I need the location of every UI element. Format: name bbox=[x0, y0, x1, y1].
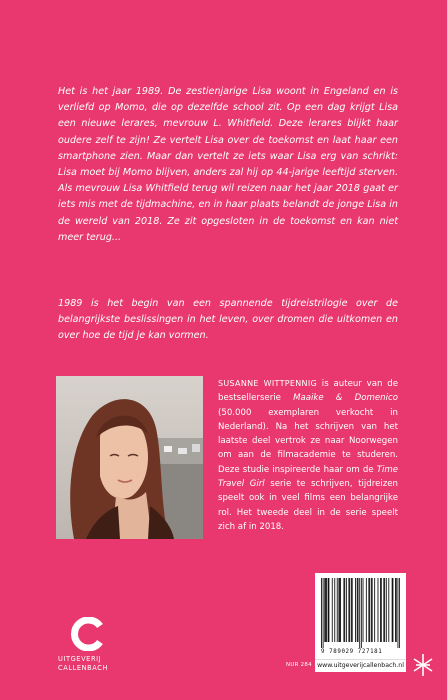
series-title: Maaike & Domenico bbox=[293, 393, 398, 404]
c-letter-icon bbox=[71, 617, 105, 651]
barcode-bar bbox=[392, 578, 393, 642]
barcode-bar bbox=[324, 578, 325, 642]
barcode-bar bbox=[334, 578, 335, 642]
author-bio-text-1: is auteur van de bestsellerserie bbox=[218, 379, 398, 404]
barcode-bar bbox=[361, 578, 362, 648]
blurb-paragraph-2: 1989 is het begin van een spannende tijdreistrilogie over de belangrijkste beslissingen in het leven, over dromen die uitkomen en over hoe de tijd je kan vormen. bbox=[58, 298, 398, 342]
barcode-bar bbox=[358, 578, 359, 642]
barcode-bar bbox=[351, 578, 352, 642]
barcode-bar bbox=[348, 578, 349, 642]
star-decoration-icon bbox=[412, 652, 434, 678]
barcode-bar bbox=[340, 578, 341, 642]
author-name: SUSANNE WITTPENNIG bbox=[218, 379, 317, 388]
barcode-bar bbox=[366, 578, 367, 642]
barcode-bar bbox=[368, 578, 369, 642]
barcode-bar bbox=[384, 578, 385, 642]
barcode-bar bbox=[337, 578, 338, 642]
barcode-bar bbox=[346, 578, 347, 642]
barcode-bar bbox=[352, 578, 353, 642]
nur-code: NUR 284 bbox=[286, 662, 312, 668]
barcode-bar bbox=[323, 578, 324, 648]
author-bio bbox=[218, 377, 398, 534]
barcode-bar bbox=[398, 578, 399, 648]
barcode-bar bbox=[328, 578, 329, 642]
barcode-bar bbox=[393, 578, 394, 642]
author-portrait-image bbox=[56, 376, 203, 539]
barcode-bar bbox=[371, 578, 372, 642]
barcode-bar bbox=[383, 578, 384, 642]
barcode-bar bbox=[349, 578, 350, 642]
barcode-bar bbox=[359, 578, 360, 648]
author-bio-text-2: (50.000 exemplaren verkocht in Nederland). Na het schrijven van het laatste deel vertrok ze naar Noorwegen om aan de filmacademie te studeren. Deze studie inspireerde haar om de bbox=[218, 407, 398, 475]
publisher-name-line-1: UITGEVERIJ bbox=[58, 655, 102, 663]
book-series-title: Time Travel Girl bbox=[218, 464, 398, 490]
barcode-bar bbox=[339, 578, 340, 642]
barcode-bar bbox=[399, 578, 400, 648]
barcode-bar bbox=[395, 578, 396, 642]
barcode-bar bbox=[369, 578, 370, 642]
author-photo bbox=[56, 376, 203, 539]
barcode-bar bbox=[388, 578, 389, 642]
barcode-bar bbox=[357, 578, 358, 642]
barcode-bar bbox=[372, 578, 373, 642]
barcode-bar bbox=[343, 578, 344, 642]
barcode-bar bbox=[374, 578, 375, 642]
website-url: www.uitgeverijcallenbach.nl bbox=[315, 659, 406, 672]
isbn-number: 9 789029 727181 bbox=[321, 649, 383, 655]
barcode-bar bbox=[381, 578, 382, 642]
barcode-bar bbox=[321, 578, 322, 648]
barcode-bars bbox=[321, 578, 400, 648]
publisher-name-line-2: CALLENBACH bbox=[58, 664, 109, 672]
barcode bbox=[315, 573, 406, 671]
barcode-bar bbox=[363, 578, 364, 642]
barcode-bar bbox=[396, 578, 397, 642]
barcode-bar bbox=[328, 578, 329, 642]
barcode-bar bbox=[332, 578, 333, 642]
author-bio-text-3: serie te schrijven, tijdreizen speelt ook in veel films een belangrijke rol. Het tweede deel in de serie speelt zich af in 2018. bbox=[218, 479, 398, 532]
barcode-bar bbox=[355, 578, 356, 642]
barcode-bar bbox=[344, 578, 345, 642]
barcode-bar bbox=[338, 578, 339, 642]
publisher-logo bbox=[58, 617, 120, 673]
barcode-bar bbox=[380, 578, 381, 642]
barcode-bar bbox=[378, 578, 379, 642]
barcode-bar bbox=[325, 578, 326, 642]
barcode-bar bbox=[326, 578, 327, 642]
blurb-paragraph-1: Het is het jaar 1989. De zestienjarige Lisa woont in Engeland en is verliefd op Momo, die op dezelfde school zit. Op een dag krijgt Lisa een nieuwe lerares, mevrouw L. Whitfield. Deze lerares blijkt haar oudere zelf te zijn! Ze vertelt Lisa over de toekomst en laat haar een smartphone zien. Maar dan vertelt ze iets waar Lisa erg van schrikt: Lisa moet bij Momo blijven, anders zal hij op 44-jarige leeftijd sterven. Als mevrouw Lisa Whitfield terug wil reizen naar het jaar 2018 gaat er iets mis met de tijdmachine, en in haar plaats belandt de jonge Lisa in de wereld van 2018. Ze zit opgesloten in de toekomst en kan niet meer terug... bbox=[58, 86, 398, 243]
barcode-bar bbox=[386, 578, 387, 642]
